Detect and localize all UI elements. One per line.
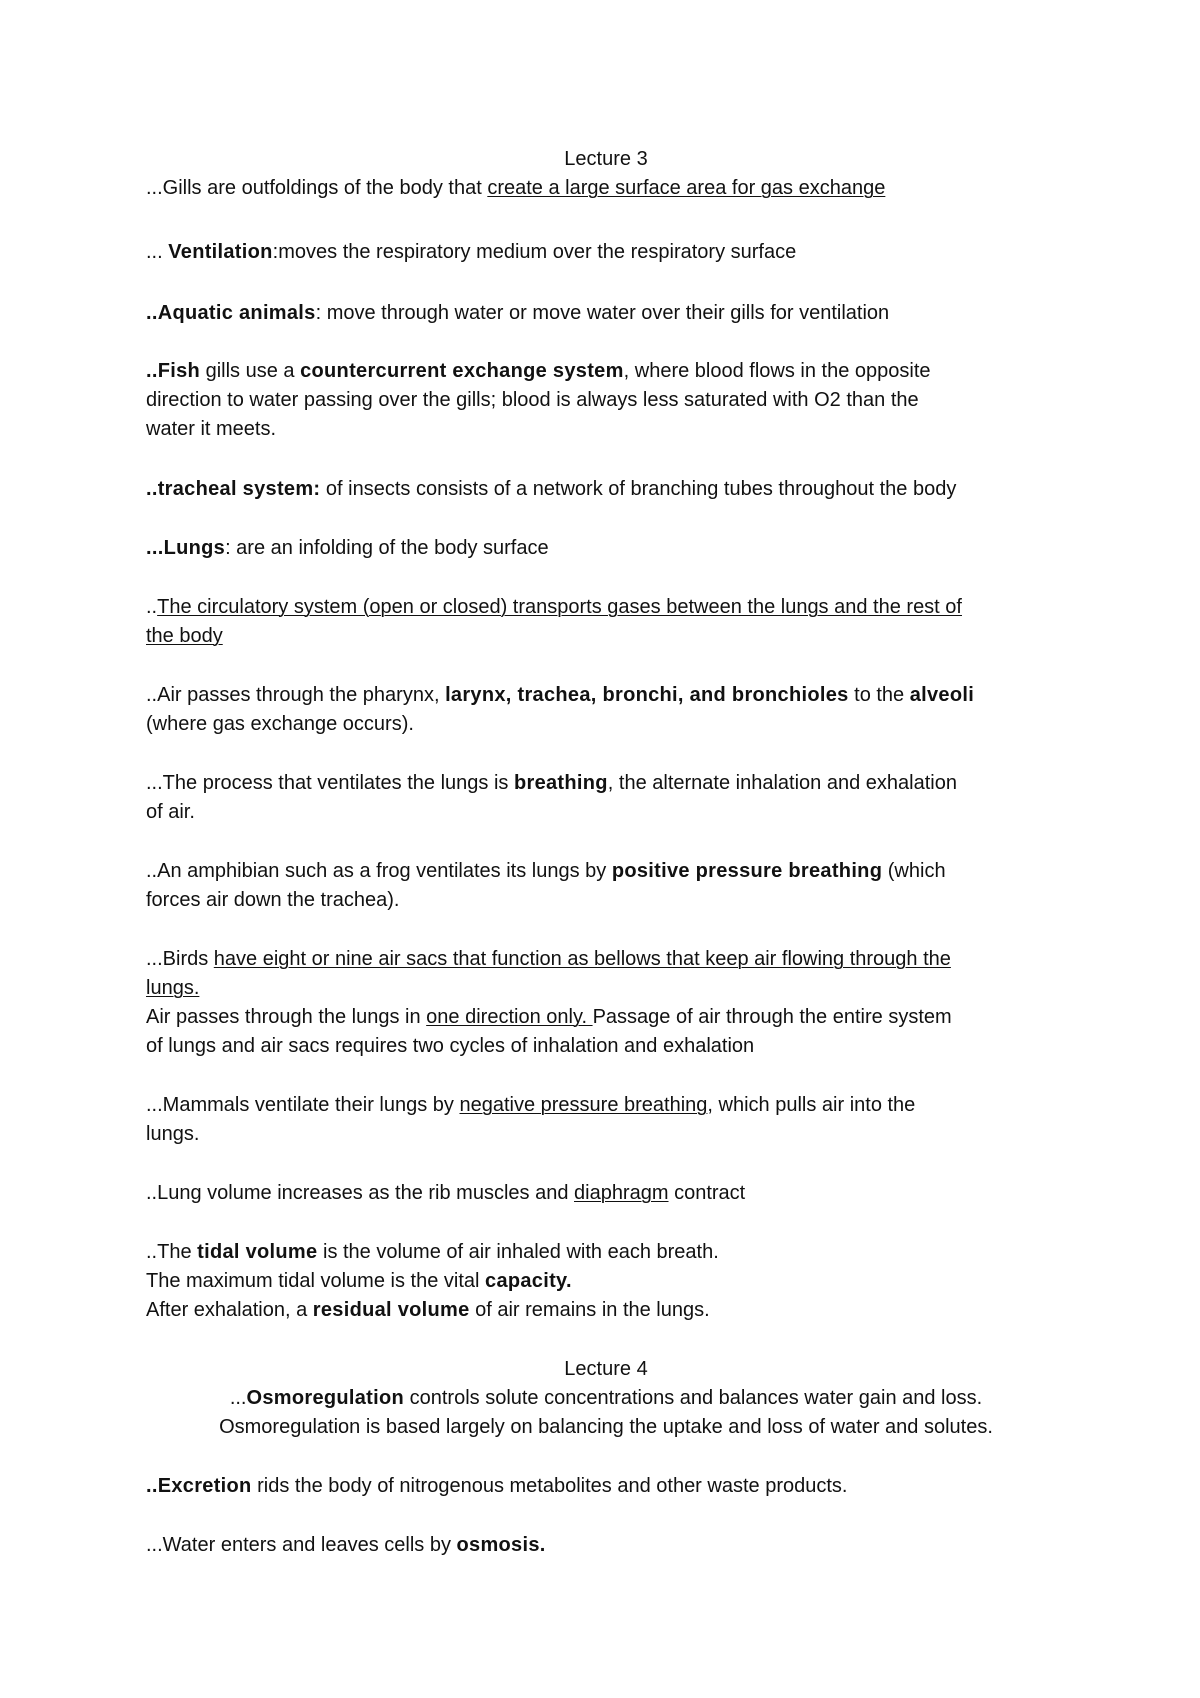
note-tracheal-system: ..tracheal system: of insects consists of a network of branching tubes throughout the body [146,478,957,500]
note-circulatory-system: ..The circulatory system (open or closed) transports gases between the lungs and the rest of [146,596,962,618]
note-birds-air-direction-cont: of lungs and air sacs requires two cycles of inhalation and exhalation [146,1035,755,1057]
note-mammals-cont: lungs. [146,1123,200,1145]
note-aquatic-animals: ..Aquatic animals: move through water or move water over their gills for ventilation [146,302,890,324]
note-circulatory-system-cont: the body [146,625,223,647]
note-tidal-volume: ..The tidal volume is the volume of air inhaled with each breath. [146,1241,719,1263]
note-vital-capacity: The maximum tidal volume is the vital capacity. [146,1270,572,1292]
note-air-passage-cont: (where gas exchange occurs). [146,713,414,735]
note-fish-gills-cont: direction to water passing over the gills; blood is always less saturated with O2 than the [146,389,919,411]
note-breathing-cont: of air. [146,801,195,823]
note-osmoregulation-cont: Osmoregulation is based largely on balancing the uptake and loss of water and solutes. [219,1416,993,1438]
note-amphibian: ..An amphibian such as a frog ventilates its lungs by positive pressure breathing (which [146,860,946,882]
note-birds-cont: lungs. [146,977,200,999]
note-fish-gills: ..Fish gills use a countercurrent exchange system, where blood flows in the opposite [146,360,931,382]
note-breathing: ...The process that ventilates the lungs is breathing, the alternate inhalation and exhalation [146,772,957,794]
note-residual-volume: After exhalation, a residual volume of air remains in the lungs. [146,1299,710,1321]
note-air-passage: ..Air passes through the pharynx, larynx, trachea, bronchi, and bronchioles to the alveoli [146,684,975,706]
note-lung-volume: ..Lung volume increases as the rib muscles and diaphragm contract [146,1182,746,1204]
lecture-3-heading: Lecture 3 [564,148,648,170]
note-lungs: ...Lungs: are an infolding of the body surface [146,537,549,559]
note-fish-gills-cont: water it meets. [146,418,277,440]
note-amphibian-cont: forces air down the trachea). [146,889,400,911]
note-birds: ...Birds have eight or nine air sacs that function as bellows that keep air flowing through the [146,948,951,970]
note-excretion: ..Excretion rids the body of nitrogenous metabolites and other waste products. [146,1475,848,1497]
lecture-4-heading: Lecture 4 [564,1358,648,1380]
note-ventilation: ... Ventilation:moves the respiratory medium over the respiratory surface [146,241,797,263]
note-birds-air-direction: Air passes through the lungs in one direction only. Passage of air through the entire system [146,1006,952,1028]
note-osmosis: ...Water enters and leaves cells by osmosis. [146,1534,546,1556]
note-osmoregulation: ...Osmoregulation controls solute concentrations and balances water gain and loss. [229,1387,983,1409]
note-gills: ...Gills are outfoldings of the body that create a large surface area for gas exchange [146,177,886,199]
note-mammals: ...Mammals ventilate their lungs by negative pressure breathing, which pulls air into the [146,1094,916,1116]
